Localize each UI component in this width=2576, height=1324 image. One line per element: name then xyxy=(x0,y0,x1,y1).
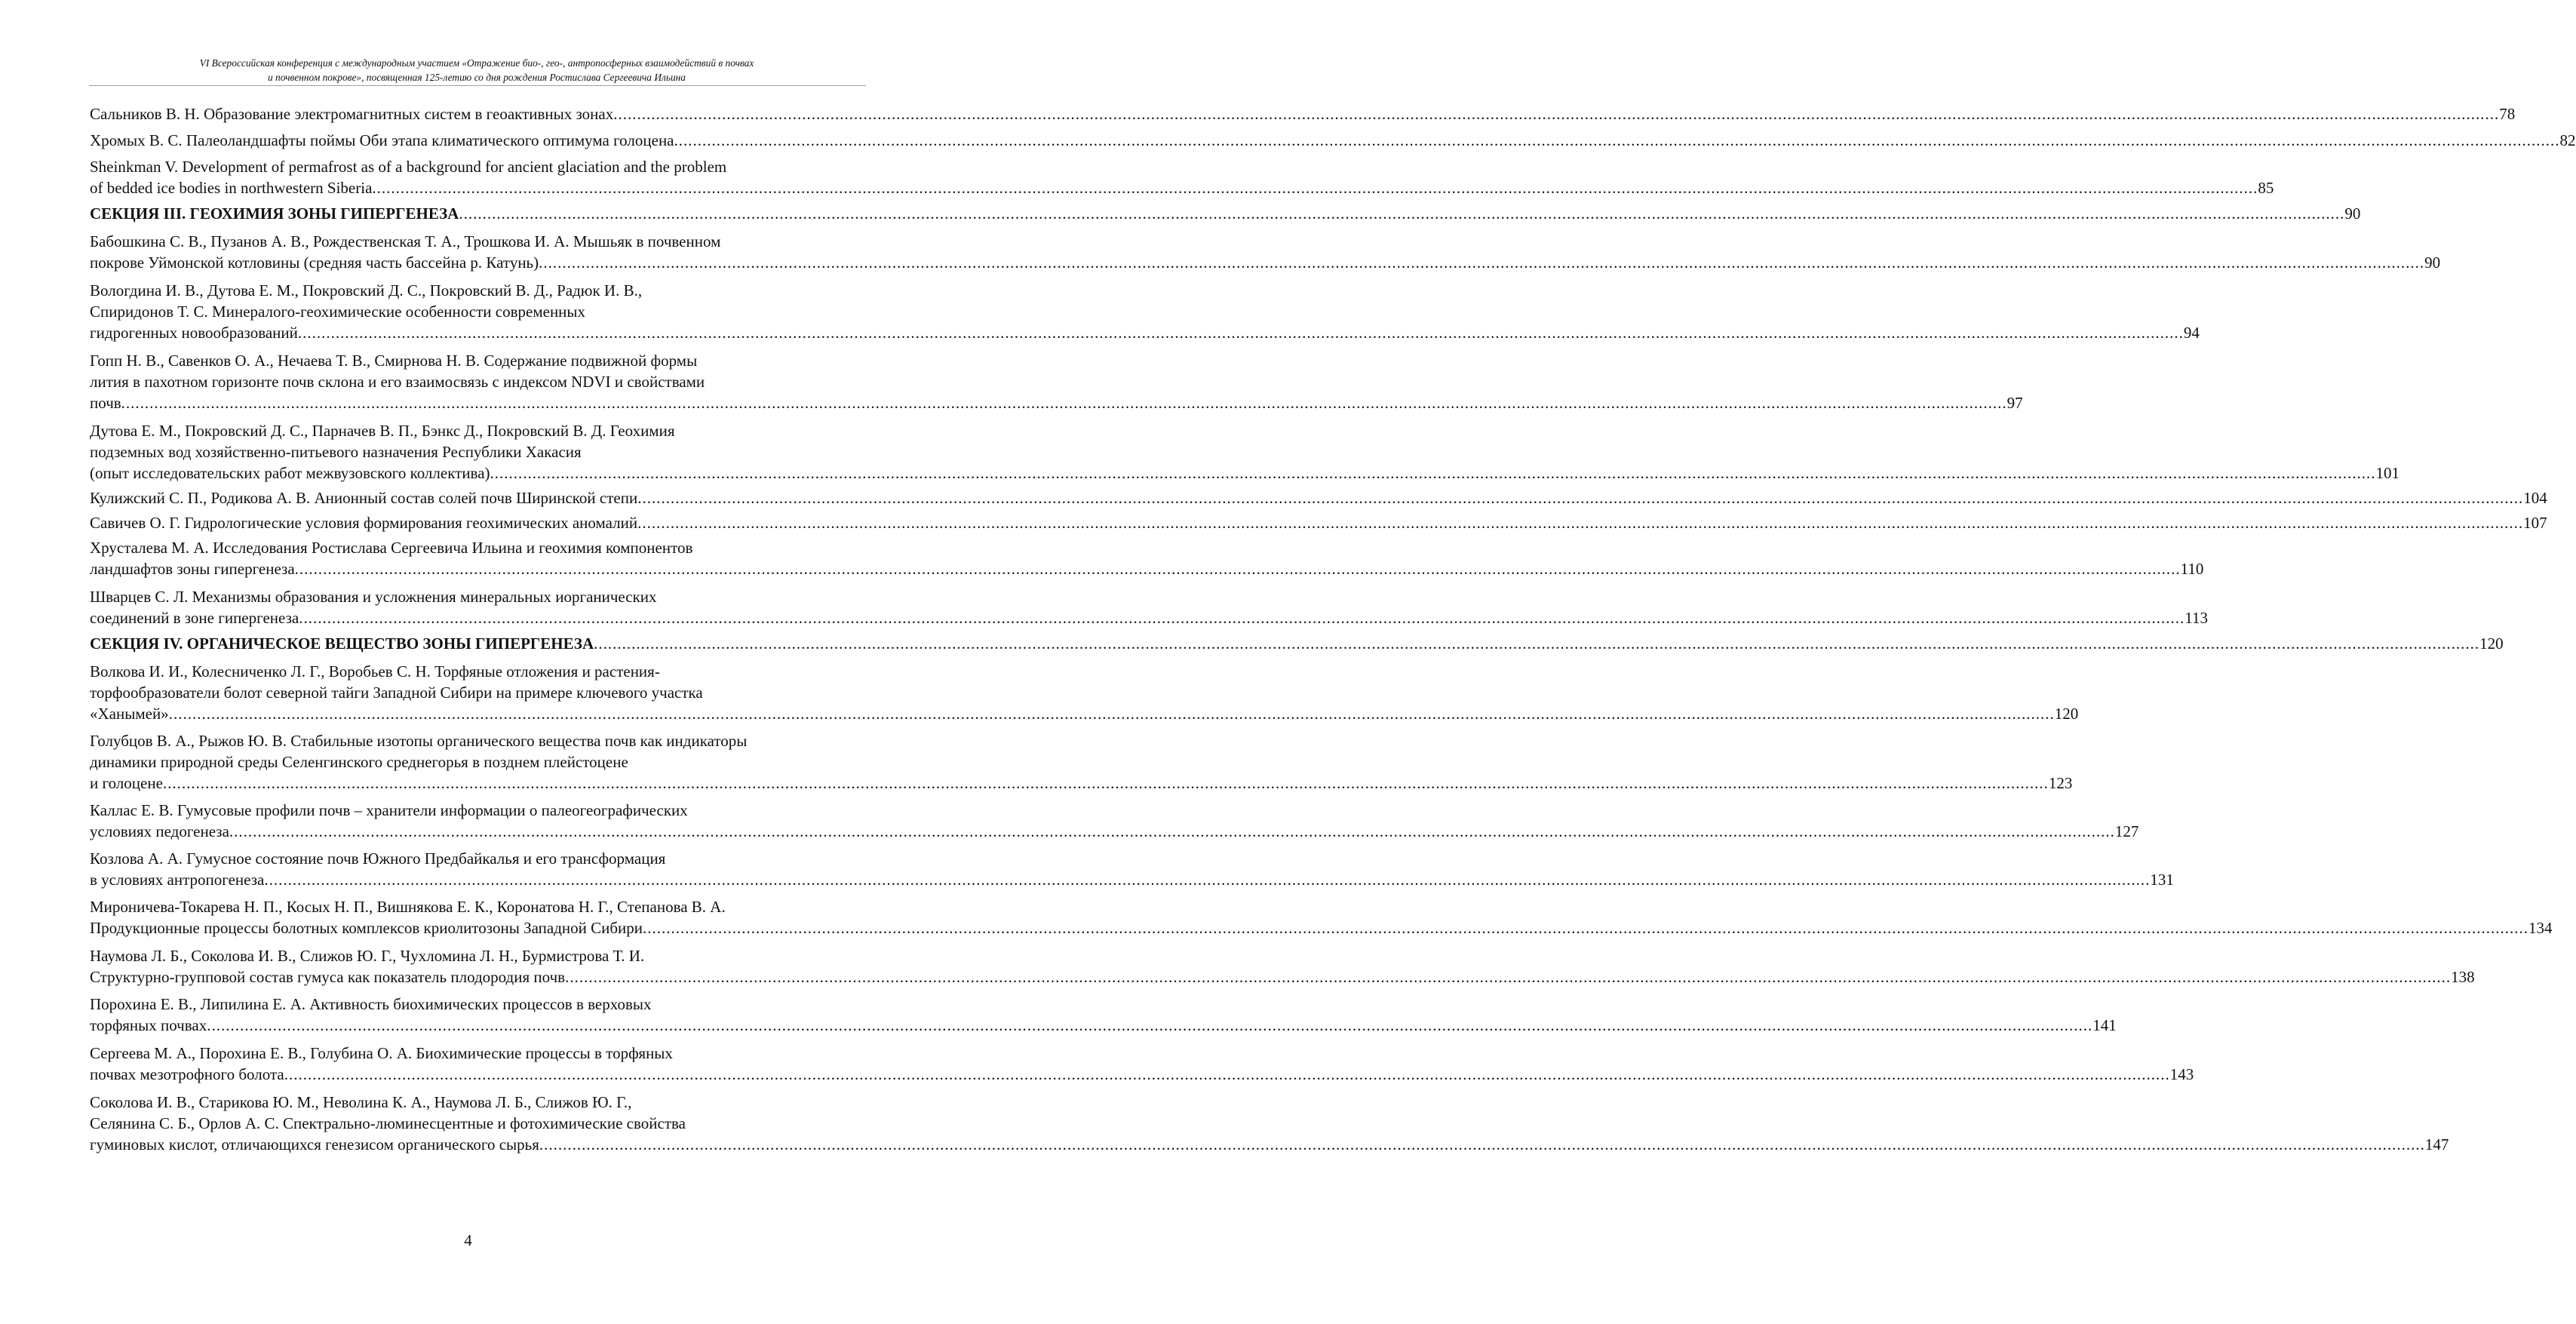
toc-entry-line: Сергеева М. А., Порохина Е. В., Голубина О. А. Биохимические процессы в торфяных xyxy=(90,1044,673,1062)
toc-entry-last-line xyxy=(90,203,2361,224)
toc-section-heading xyxy=(90,633,2504,654)
toc-entry-line: Голубцов В. А., Рыжов Ю. В. Стабильные изотопы органического вещества почв как индикаторы xyxy=(90,732,748,750)
toc-entry-last-line xyxy=(90,821,2139,842)
toc-entry xyxy=(90,103,2516,124)
dot-leader: ................................................................................................................................................................................................................................................................................................................................................................................................................ xyxy=(637,489,2524,507)
dot-leader: ................................................................................................................................................................................................................................................................................................................................................................................................................ xyxy=(264,871,2151,889)
toc-entry-line: Наумова Л. Б., Соколова И. В., Слижов Ю. Г., Чухломина Л. Н., Бурмистрова Т. И. xyxy=(90,947,645,965)
toc-page-number: 90 xyxy=(2424,253,2441,272)
toc-page-number: 120 xyxy=(2479,634,2504,653)
toc-entry-last-line xyxy=(90,130,2576,151)
toc-entry-title: Структурно-групповой состав гумуса как показатель плодородия почв xyxy=(90,968,566,986)
toc-entry-line: Порохина Е. В., Липилина Е. А. Активность биохимических процессов в верховых xyxy=(90,995,652,1013)
toc-entry-title: гуминовых кислот, отличающихся генезисом органического сырья xyxy=(90,1135,539,1154)
header-line-2: и почвенном покрове», посвященная 125-летию со дня рождения Ростислава Сергеевича Ильина xyxy=(268,72,686,83)
toc-entry xyxy=(90,586,2208,628)
toc-page-number: 101 xyxy=(2375,464,2400,482)
dot-leader: ................................................................................................................................................................................................................................................................................................................................................................................................................ xyxy=(297,324,2184,342)
toc-entry-line: Волкова И. И., Колесниченко Л. Г., Воробьев С. Н. Торфяные отложения и растения- xyxy=(90,662,660,680)
toc-entry-last-line xyxy=(90,487,2547,508)
toc-entry-title: соединений в зоне гипергенеза xyxy=(90,609,299,627)
toc-entry-line: Вологдина И. В., Дутова Е. М., Покровский Д. С., Покровский В. Д., Радюк И. В., xyxy=(90,281,643,300)
toc-page-number: 85 xyxy=(2258,179,2274,197)
toc-entry xyxy=(90,1092,2449,1155)
toc-entry-title: (опыт исследовательских работ межвузовского коллектива) xyxy=(90,464,490,482)
toc-entry-line: Sheinkman V. Development of permafrost as of a background for ancient glaciation and the problem xyxy=(90,158,727,176)
toc-page-number: 131 xyxy=(2150,871,2174,889)
dot-leader: ................................................................................................................................................................................................................................................................................................................................................................................................................ xyxy=(565,968,2452,986)
toc-page-number: 127 xyxy=(2114,822,2139,840)
toc-page-number: 120 xyxy=(2054,705,2079,723)
toc-entry-line: торфообразователи болот северной тайги Западной Сибири на примере ключевого участка xyxy=(90,684,703,702)
toc-entry-line: Спиридонов Т. С. Минералого-геохимические особенности современных xyxy=(90,303,586,321)
dot-leader: ................................................................................................................................................................................................................................................................................................................................................................................................................ xyxy=(299,609,2185,627)
header-rule xyxy=(89,85,866,86)
toc-entry xyxy=(90,537,2204,579)
dot-leader: ................................................................................................................................................................................................................................................................................................................................................................................................................ xyxy=(372,179,2258,197)
toc-page-number: 97 xyxy=(2006,394,2023,412)
page-number: 4 xyxy=(464,1231,472,1249)
toc-entry-title: и голоцене xyxy=(90,774,163,792)
toc-entry-line: лития в пахотном горизонте почв склона и его взаимосвязь с индексом NDVI и свойствами xyxy=(90,373,705,391)
dot-leader: ................................................................................................................................................................................................................................................................................................................................................................................................................ xyxy=(539,253,2425,272)
toc-entry-last-line xyxy=(90,917,2553,938)
toc-entry-line: динамики природной среды Селенгинского среднегорья в позднем плейстоцене xyxy=(90,753,628,771)
dot-leader: ................................................................................................................................................................................................................................................................................................................................................................................................................ xyxy=(490,464,2376,482)
toc-entry-last-line xyxy=(90,966,2475,988)
toc-entry xyxy=(90,130,2576,151)
toc-page-number: 113 xyxy=(2185,609,2208,627)
toc-entry-line: Шварцев С. Л. Механизмы образования и усложнения минеральных иорганических xyxy=(90,588,657,606)
toc-entry-line: Соколова И. В., Старикова Ю. М., Неволина К. А., Наумова Л. Б., Слижов Ю. Г., xyxy=(90,1093,632,1111)
toc-entry xyxy=(90,800,2139,842)
toc-entry-title: Кулижский С. П., Родикова А. В. Анионный состав солей почв Ширинской степи xyxy=(90,489,638,507)
header-line-1: VI Всероссийская конференция с международным участием «Отражение био-, гео-, антропосферных взаимодействий в почвах xyxy=(199,57,754,69)
toc-entry xyxy=(90,1043,2194,1085)
dot-leader: ................................................................................................................................................................................................................................................................................................................................................................................................................ xyxy=(121,394,2007,412)
toc-entry xyxy=(90,487,2547,508)
toc-entry-title: почв xyxy=(90,394,121,412)
dot-leader: ................................................................................................................................................................................................................................................................................................................................................................................................................ xyxy=(294,560,2181,578)
toc-entry xyxy=(90,280,2200,343)
dot-leader: ................................................................................................................................................................................................................................................................................................................................................................................................................ xyxy=(459,204,2345,223)
toc-entry-line: Каллас Е. В. Гумусовые профили почв – хранители информации о палеогеографических xyxy=(90,801,688,819)
toc-entry-last-line xyxy=(90,1134,2449,1155)
toc-entry-last-line xyxy=(90,322,2200,343)
toc-entry-title: «Ханымей» xyxy=(90,705,169,723)
toc-entry-last-line xyxy=(90,633,2504,654)
dot-leader: ................................................................................................................................................................................................................................................................................................................................................................................................................ xyxy=(168,705,2055,723)
toc-entry-last-line xyxy=(90,392,2023,413)
toc-entry-line: Дутова Е. М., Покровский Д. С., Парначев В. П., Бэнкс Д., Покровский В. Д. Геохимия xyxy=(90,422,675,440)
toc-entry-line: Мироничева-Токарева Н. П., Косых Н. П., Вишнякова Е. К., Коронатова Н. Г., Степанова В. А. xyxy=(90,898,726,916)
dot-leader: ................................................................................................................................................................................................................................................................................................................................................................................................................ xyxy=(674,131,2560,149)
toc-entry xyxy=(90,945,2475,988)
dot-leader: ................................................................................................................................................................................................................................................................................................................................................................................................................ xyxy=(284,1065,2170,1083)
toc-entry-last-line xyxy=(90,252,2441,273)
dot-leader: ................................................................................................................................................................................................................................................................................................................................................................................................................ xyxy=(162,774,2049,792)
toc-page-number: 134 xyxy=(2528,919,2553,937)
toc-entry-line: Бабошкина С. В., Пузанов А. В., Рождественская Т. А., Трошкова И. А. Мышьяк в почвенном xyxy=(90,232,721,250)
toc-entry-line: Селянина С. Б., Орлов А. С. Спектрально-люминесцентные и фотохимические свойства xyxy=(90,1114,686,1132)
toc-entry-last-line xyxy=(90,512,2547,533)
toc-entry-last-line xyxy=(90,703,2079,724)
toc-entry-line: Гопп Н. В., Савенков О. А., Нечаева Т. В., Смирнова Н. В. Содержание подвижной формы xyxy=(90,352,698,370)
toc-page-number: 147 xyxy=(2424,1135,2449,1154)
toc-entry xyxy=(90,350,2023,413)
toc-entry xyxy=(90,156,2274,198)
toc-entry-line: Козлова А. А. Гумусное состояние почв Южного Предбайкалья и его трансформация xyxy=(90,849,666,868)
toc-entry-line: Хрусталева М. А. Исследования Ростислава Сергеевича Ильина и геохимия компонентов xyxy=(90,539,693,557)
table-of-contents xyxy=(90,103,2576,1155)
toc-page-number: 141 xyxy=(2092,1016,2117,1034)
toc-entry xyxy=(90,231,2441,273)
toc-entry-title: почвах мезотрофного болота xyxy=(90,1065,284,1083)
toc-page-number: 82 xyxy=(2559,131,2576,149)
toc-entry-title: торфяных почвах xyxy=(90,1016,207,1034)
toc-page-number: 110 xyxy=(2180,560,2204,578)
toc-entry-last-line xyxy=(90,177,2274,198)
toc-entry-title: в условиях антропогенеза xyxy=(90,871,265,889)
toc-page-number: 94 xyxy=(2183,324,2200,342)
toc-entry-title: Сальников В. Н. Образование электромагнитных систем в геоактивных зонах xyxy=(90,105,614,123)
toc-entry xyxy=(90,420,2400,484)
dot-leader: ................................................................................................................................................................................................................................................................................................................................................................................................................ xyxy=(613,105,2500,123)
dot-leader: ................................................................................................................................................................................................................................................................................................................................................................................................................ xyxy=(643,919,2529,937)
toc-entry-title: Савичев О. Г. Гидрологические условия формирования геохимических аномалий xyxy=(90,514,638,532)
dot-leader: ................................................................................................................................................................................................................................................................................................................................................................................................................ xyxy=(229,822,2115,840)
toc-page-number: 143 xyxy=(2169,1065,2194,1083)
toc-entry-last-line xyxy=(90,558,2204,579)
toc-entry xyxy=(90,512,2547,533)
dot-leader: ................................................................................................................................................................................................................................................................................................................................................................................................................ xyxy=(637,514,2524,532)
toc-entry-last-line xyxy=(90,462,2400,484)
toc-entry-last-line xyxy=(90,103,2516,124)
toc-page-number: 104 xyxy=(2523,489,2547,507)
toc-entry-title: Хромых В. С. Палеоландшафты поймы Оби этапа климатического оптимума голоцена xyxy=(90,131,674,149)
toc-entry-last-line xyxy=(90,607,2208,628)
toc-entry-title: гидрогенных новообразований xyxy=(90,324,298,342)
toc-page-number: 78 xyxy=(2499,105,2516,123)
toc-entry-title: покрове Уймонской котловины (средняя часть бассейна р. Катунь) xyxy=(90,253,539,272)
toc-entry-last-line xyxy=(90,1015,2117,1036)
toc-entry xyxy=(90,730,2073,794)
toc-page-number: 138 xyxy=(2451,968,2475,986)
toc-entry xyxy=(90,661,2079,724)
toc-entry xyxy=(90,848,2174,890)
dot-leader: ................................................................................................................................................................................................................................................................................................................................................................................................................ xyxy=(207,1016,2093,1034)
toc-entry-title: ландшафтов зоны гипергенеза xyxy=(90,560,295,578)
toc-entry-title: of bedded ice bodies in northwestern Siberia xyxy=(90,179,373,197)
toc-entry-title: условиях педогенеза xyxy=(90,822,229,840)
toc-page-number: 107 xyxy=(2523,514,2547,532)
toc-entry xyxy=(90,896,2553,938)
running-header xyxy=(89,56,864,84)
toc-entry-last-line xyxy=(90,773,2073,794)
toc-entry-title: СЕКЦИЯ IV. ОРГАНИЧЕСКОЕ ВЕЩЕСТВО ЗОНЫ ГИПЕРГЕНЕЗА xyxy=(90,634,594,653)
toc-entry-title: Продукционные процессы болотных комплексов криолитозоны Западной Сибири xyxy=(90,919,643,937)
dot-leader: ................................................................................................................................................................................................................................................................................................................................................................................................................ xyxy=(594,634,2480,653)
toc-entry-line: подземных вод хозяйственно-питьевого назначения Республики Хакасия xyxy=(90,443,582,461)
toc-section-heading xyxy=(90,203,2361,224)
toc-entry-last-line xyxy=(90,869,2174,890)
toc-entry-last-line xyxy=(90,1064,2194,1085)
toc-entry-title: СЕКЦИЯ III. ГЕОХИМИЯ ЗОНЫ ГИПЕРГЕНЕЗА xyxy=(90,204,459,223)
toc-page-number: 90 xyxy=(2344,204,2361,223)
dot-leader: ................................................................................................................................................................................................................................................................................................................................................................................................................ xyxy=(539,1135,2425,1154)
toc-entry xyxy=(90,994,2117,1036)
toc-page-number: 123 xyxy=(2048,774,2073,792)
